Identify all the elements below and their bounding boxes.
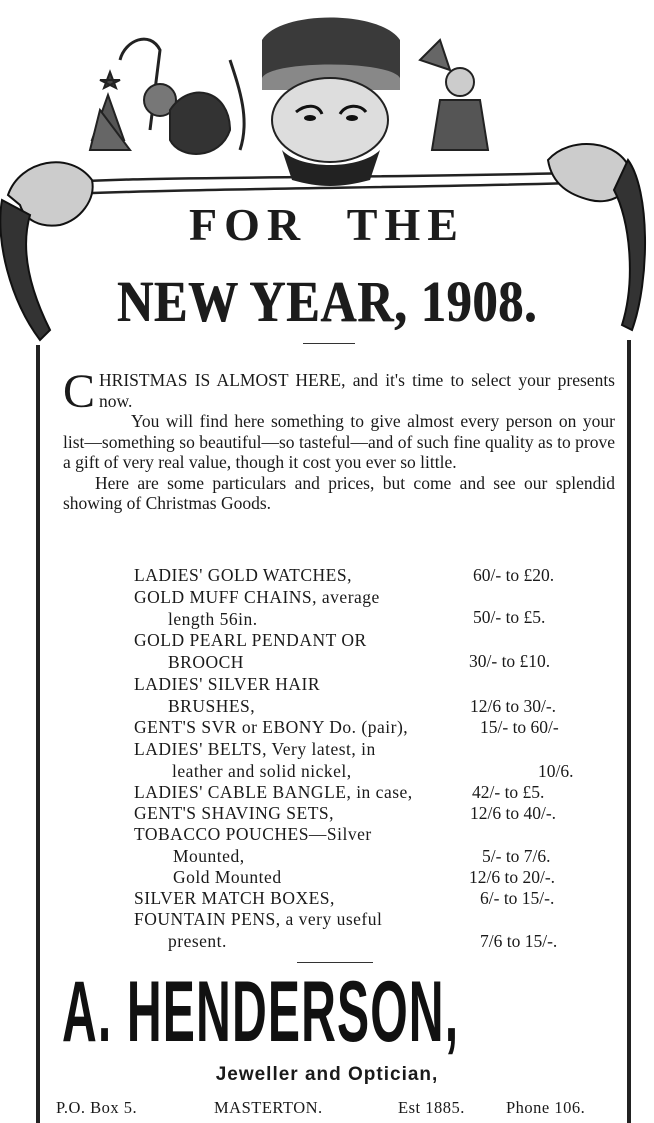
headline-line-2: NEW YEAR, 1908. [116,269,538,334]
item-name: GENT'S SHAVING SETS, [134,803,335,823]
item-name: LADIES' SILVER HAIR [134,674,321,694]
item-name-cont: Mounted, [173,846,245,866]
headline-line-1: FOR THE [189,199,465,250]
item-price: 15/- to 60/- [480,717,559,737]
footer-phone: Phone 106. [506,1098,586,1117]
item-name-cont: BROOCH [168,652,244,672]
footer-box: P.O. Box 5. [56,1098,138,1117]
border-left [36,345,40,1123]
intro-paragraph-3: Here are some particulars and prices, but come and see our splendid showing of Christmas Goods. [63,472,615,513]
santa-face-icon [262,18,400,187]
drop-cap: C [63,365,96,418]
doll-icon [420,40,488,150]
divider [303,343,355,344]
item-name: GENT'S SVR or EBONY Do. (pair), [134,717,409,737]
item-price: 30/- to £10. [469,651,551,671]
item-name: LADIES' BELTS, Very latest, in [134,739,376,759]
item-price: 12/6 to 40/-. [470,803,557,823]
footer-town: MASTERTON. [214,1098,323,1117]
item-price: 6/- to 15/-. [480,888,555,908]
item-name: LADIES' CABLE BANGLE, in case, [134,782,413,802]
brand-name [62,962,460,1062]
border-right [627,340,631,1123]
item-name-cont: leather and solid nickel, [172,761,352,781]
item-price: 10/6. [538,761,574,781]
footer-established: Est 1885. [398,1098,465,1117]
intro-paragraph-2: You will find here something to give almost every person on your list—something so beautiful—so tasteful—and of such fine quality as to prove a gift of very real value, though it cost you ever so little. [63,411,615,472]
item-name: Gold Mounted [173,867,282,887]
item-price: 7/6 to 15/-. [480,931,558,951]
item-name-cont: present. [168,931,227,951]
item-price: 42/- to £5. [472,782,545,802]
item-price: 12/6 to 20/-. [469,867,556,887]
item-name: GOLD PEARL PENDANT OR [134,630,367,650]
item-name-cont: length 56in. [168,609,258,629]
item-price: 50/- to £5. [473,607,546,627]
item-name: GOLD MUFF CHAINS, average [134,587,380,607]
item-name: SILVER MATCH BOXES, [134,888,335,908]
toy-tree-icon [90,39,244,154]
item-name: LADIES' GOLD WATCHES, [134,565,352,585]
brand-tagline: Jeweller and Optician, [215,1064,439,1085]
intro-paragraph-1: HRISTMAS IS ALMOST HERE, and it's time to select your presents now. [99,370,615,411]
item-name: TOBACCO POUCHES—Silver [134,824,372,844]
item-price: 60/- to £20. [473,565,555,585]
item-price: 5/- to 7/6. [482,846,551,866]
brand-name-text: A. HENDERSON, [62,964,460,1060]
item-price: 12/6 to 30/-. [470,696,557,716]
item-name-cont: BRUSHES, [168,696,256,716]
intro-text [63,365,615,514]
item-name: FOUNTAIN PENS, a very useful [134,909,383,929]
